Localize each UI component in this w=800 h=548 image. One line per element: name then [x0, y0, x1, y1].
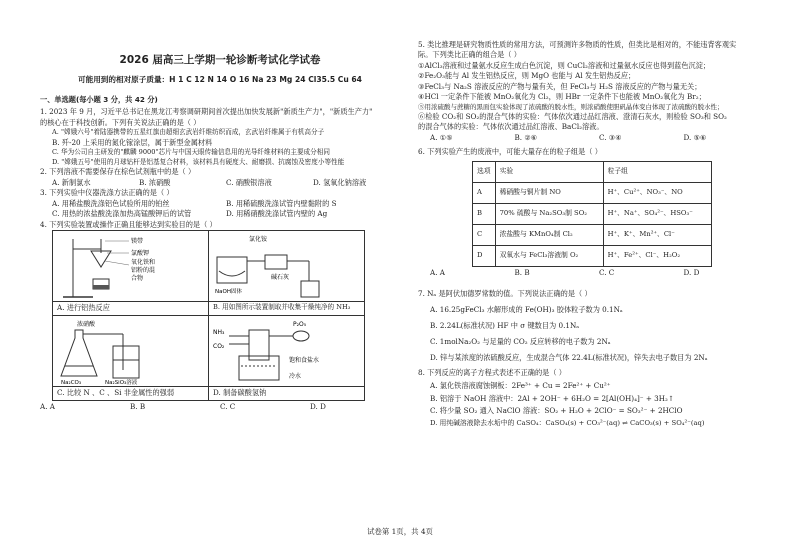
q5-item-6-cont: 的混合气体的实验：气体依次通过品红溶液、BaCl₂溶液。 — [418, 122, 604, 132]
q4-stem: 4. 下列实验装置或操作正确且能够达到实验目的是（ ） — [40, 219, 217, 229]
q2-stem: 2. 下列溶液不需要保存在棕色试剂瓶中的是（ ） — [40, 167, 196, 177]
q3-stem: 3. 下列实验中仪器洗涤方法正确的是（ ） — [40, 188, 174, 198]
question-4 — [40, 220, 400, 413]
table-header: 实验 — [495, 161, 603, 182]
q1-stem-2: 的核心在于科技创新。下列有关说法正确的是（ ） — [40, 117, 201, 127]
label-hno3: 浓硝酸 — [77, 321, 96, 329]
q5-option-a: A. ①⑤ — [430, 132, 453, 142]
label-mix-3: 合物 — [131, 275, 144, 283]
label-nh4cl: 氯化铵 — [249, 236, 268, 244]
q6-option-a: A. A — [430, 267, 445, 277]
bicarbonate-diagram — [209, 316, 364, 386]
q6-option-d: D. D — [683, 267, 700, 277]
label-nh3: NH₃ — [213, 329, 225, 337]
table-cell: 双氧水与 FeCl₃溶液制 O₂ — [495, 245, 603, 266]
table-cell: 浓盐酸与 KMnO₄制 Cl₂ — [495, 224, 603, 245]
label-naoh: NaOH固体 — [215, 289, 242, 296]
section-heading: 一、单选题(每小题 3 分，共 42 分) — [40, 95, 158, 104]
label-na2co3: Na₂CO₃ — [61, 380, 82, 387]
label-cold-water: 冷水 — [289, 373, 302, 381]
q4-option-c: C. C — [220, 402, 236, 412]
caption-c: C. 比较 N 、C 、Si 非金属性的强弱 — [53, 386, 208, 400]
right-column — [418, 40, 768, 430]
q3-option-b: B. 用稀硫酸洗涤试管内壁黏附的 S — [226, 198, 337, 208]
q2-option-d: D. 氢氧化钠溶液 — [313, 177, 367, 187]
table-header: 粒子组 — [603, 161, 711, 182]
table-cell: 70% 硫酸与 Na₂SO₃制 SO₂ — [495, 203, 603, 224]
q7-option-c: C. 1molNa₂O₂ 与足量的 CO₂ 反应转移的电子数为 2Nₐ — [430, 336, 611, 346]
nonmetal-apparatus — [53, 316, 208, 386]
q4-option-b: B. B — [130, 402, 146, 412]
table-cell: H⁺、Na⁺、SO₄²⁻、HSO₃⁻ — [603, 203, 711, 224]
q6-stem: 6. 下列实验产生的废液中，可能大量存在的粒子组是（ ） — [418, 147, 602, 157]
thermite-apparatus — [53, 231, 208, 301]
q5-item-6: ⑥检验 CO₂和 SO₂的混合气体的实验：气体依次通过品红溶液、澄清石灰水，则检验 SO₃和 SO₂ — [418, 112, 727, 122]
thermite-diagram — [53, 231, 208, 301]
q5-item-3: ③FeCl₃与 Na₂S 溶液反应的产物与量有关，但 FeCl₃与 H₂S 溶液反应的产物与量无关； — [418, 81, 702, 91]
table-header: 选项 — [473, 161, 496, 182]
table-cell: A — [473, 182, 496, 203]
question-5 — [418, 40, 768, 143]
q6-table — [472, 161, 712, 267]
caption-d: D. 制备碳酸氢钠 — [209, 386, 364, 400]
q6-option-c: C. C — [599, 267, 615, 277]
question-7 — [418, 286, 768, 365]
label-mix: 氧化铁和 — [131, 259, 156, 267]
table-cell: C — [473, 224, 496, 245]
table-cell: D — [473, 245, 496, 266]
q6-option-b: B. B — [514, 267, 530, 277]
page-footer: 试卷第 1页，共 4页 — [367, 527, 433, 536]
label-na2sio3: Na₂SiO₃溶液 — [105, 380, 138, 387]
question-8 — [418, 367, 768, 429]
q4-option-a: A. A — [40, 402, 55, 412]
ammonia-diagram — [209, 231, 364, 301]
table-cell: 稀硝酸与铜片制 NO — [495, 182, 603, 203]
q1-option-a: A. "嫦娥六号"着陆器携带的五星红旗由超细玄武岩纤维纺织而成，玄武岩纤维属于有机高分子 — [52, 128, 325, 137]
q7-option-a: A. 16.25gFeCl₃ 水解形成的 Fe(OH)₃ 胶体粒子数为 0.1Nₐ — [430, 305, 623, 315]
q8-option-c: C. 将少量 SO₂ 通入 NaClO 溶液：SO₂ + H₂O + 2ClO⁻ = SO₃²⁻ + 2HClO — [430, 406, 683, 416]
q4-option-d: D. D — [310, 402, 326, 412]
label-mix-2: 铝粉的混 — [131, 267, 156, 275]
question-3 — [40, 188, 400, 219]
q5-item-4: ④HCl 一定条件下能被 MnO₂氧化为 Cl₂，则 HBr 一定条件下也能被 MnO₂氧化为 Br₂； — [418, 92, 706, 102]
q8-stem: 8. 下列反应的离子方程式表述不正确的是（ ） — [418, 368, 566, 378]
q1-option-b: B. 歼-20 上采用的氮化镓涂层，属于新型金属材料 — [52, 137, 213, 147]
q1-option-c: C. 华为公司自主研发的"麒麟 9000"芯片与中国天眼传输信息用的光导纤维材料的主要成分相同 — [52, 148, 330, 157]
q2-option-c: C. 硝酸银溶液 — [226, 177, 272, 187]
exam-title: 2026 届高三上学期一轮诊断考试化学试卷 — [119, 54, 321, 66]
question-1 — [40, 107, 400, 167]
q5-option-d: D. ⑤⑥ — [683, 132, 707, 142]
table-row — [473, 245, 712, 266]
q8-option-d: D. 用纯碱溶液除去水垢中的 CaSO₄：CaSO₄(s) + CO₃²⁻(aq) ⇌ CaCO₃(s) + SO₄²⁻(aq) — [430, 418, 705, 427]
q2-option-b: B. 浓硝酸 — [139, 177, 171, 187]
label-kclo3: 氯酸钾 — [131, 250, 150, 258]
table-row — [473, 224, 712, 245]
q1-stem: 1. 2023 年 9 月，习近平总书记在黑龙江考察调研期间首次提出加快发展新"新质生产力"，"新质生产力" — [40, 107, 373, 117]
nonmetal-diagram — [53, 316, 208, 386]
atomic-masses: 可能用到的相对原子质量：H 1 C 12 N 14 O 16 Na 23 Mg 24 Cl35.5 Cu 64 — [78, 75, 362, 84]
q5-item-5: ⑤用浓硫酸与蔗糖的黑面包实验体现了浓硫酸的脱水性，则浓硝酸使胆矾晶体变白体现了浓硫酸的脱水性； — [418, 102, 724, 111]
q8-option-b: B. 铝溶于 NaOH 溶液中：2Al + 2OH⁻ + 6H₂O = 2[Al(OH)₄]⁻ + 3H₂↑ — [430, 393, 674, 403]
q5-option-c: C. ③④ — [599, 132, 622, 142]
label-co2: CO₂ — [213, 343, 225, 351]
q1-option-d: D. "嫦娥五号"使用的月球钻杆是铝基复合材料，该材料具有硬度大、耐磨损、抗腐蚀及密度小等性能 — [52, 157, 345, 166]
caption-b: B. 用如图所示装置制取并收集干燥纯净的 NH₃ — [209, 301, 364, 315]
apparatus-table — [52, 230, 365, 401]
q2-option-a: A. 新制氯水 — [52, 177, 91, 187]
q7-stem: 7. Nₐ 是阿伏加德罗常数的值。下列说法正确的是（ ） — [418, 289, 592, 299]
table-row — [473, 182, 712, 203]
q5-stem-2: 际。下列类比正确的组合是（ ） — [418, 50, 521, 60]
label-lime: 碱石灰 — [271, 274, 290, 282]
question-6 — [418, 147, 768, 278]
q3-option-d: D. 用稀硝酸洗涤试管内壁的 Ag — [226, 209, 328, 219]
table-row — [473, 203, 712, 224]
table-cell: H⁺、Fe²⁺、Cl⁻、H₂O₂ — [603, 245, 711, 266]
q5-stem: 5. 类比推理是研究物质性质的常用方法，可预测许多物质的性质，但类比是相对的，不能违背客观实 — [418, 40, 737, 49]
q5-option-b: B. ②⑥ — [514, 132, 538, 142]
ammonia-apparatus — [209, 231, 364, 301]
bicarbonate-apparatus — [209, 316, 364, 386]
q8-option-a: A. 氯化铁溶液腐蚀铜板：2Fe³⁺ + Cu = 2Fe²⁺ + Cu²⁺ — [430, 381, 611, 391]
table-cell: H⁺、K⁺、Mn²⁺、Cl⁻ — [603, 224, 711, 245]
table-cell: B — [473, 203, 496, 224]
question-2 — [40, 167, 400, 188]
caption-a: A. 进行铝热反应 — [53, 301, 208, 315]
q7-option-d: D. 锌与某浓度的浓硫酸反应，生成混合气体 22.4L(标准状况)，锌失去电子数目为 2Nₐ — [430, 352, 708, 362]
q7-option-b: B. 2.24L(标准状况) HF 中 σ 键数目为 0.1Nₐ — [430, 320, 580, 330]
label-p2o5: P₂O₅ — [293, 321, 307, 329]
table-cell: H⁺、Cu²⁺、NO₃⁻、NO — [603, 182, 711, 203]
q5-item-2: ②Fe₂O₃能与 Al 发生铝热反应，则 MgO 也能与 Al 发生铝热反应； — [418, 71, 636, 81]
label-nacl: 饱和食盐水 — [289, 357, 320, 365]
q5-item-1: ①AlCl₃溶液和过量氨水反应生成白色沉淀，则 CuCl₂溶液和过量氨水反应也得到蓝色沉淀； — [418, 60, 711, 70]
label-mg: 镁带 — [131, 238, 144, 246]
table-header-row — [473, 161, 712, 182]
q3-option-a: A. 用稀盐酸洗涤铝色试验所用的铂丝 — [52, 198, 170, 208]
left-column — [40, 95, 400, 412]
q3-option-c: C. 用热的浓盐酸洗涤加热高锰酸钾后的试管 — [52, 209, 192, 219]
